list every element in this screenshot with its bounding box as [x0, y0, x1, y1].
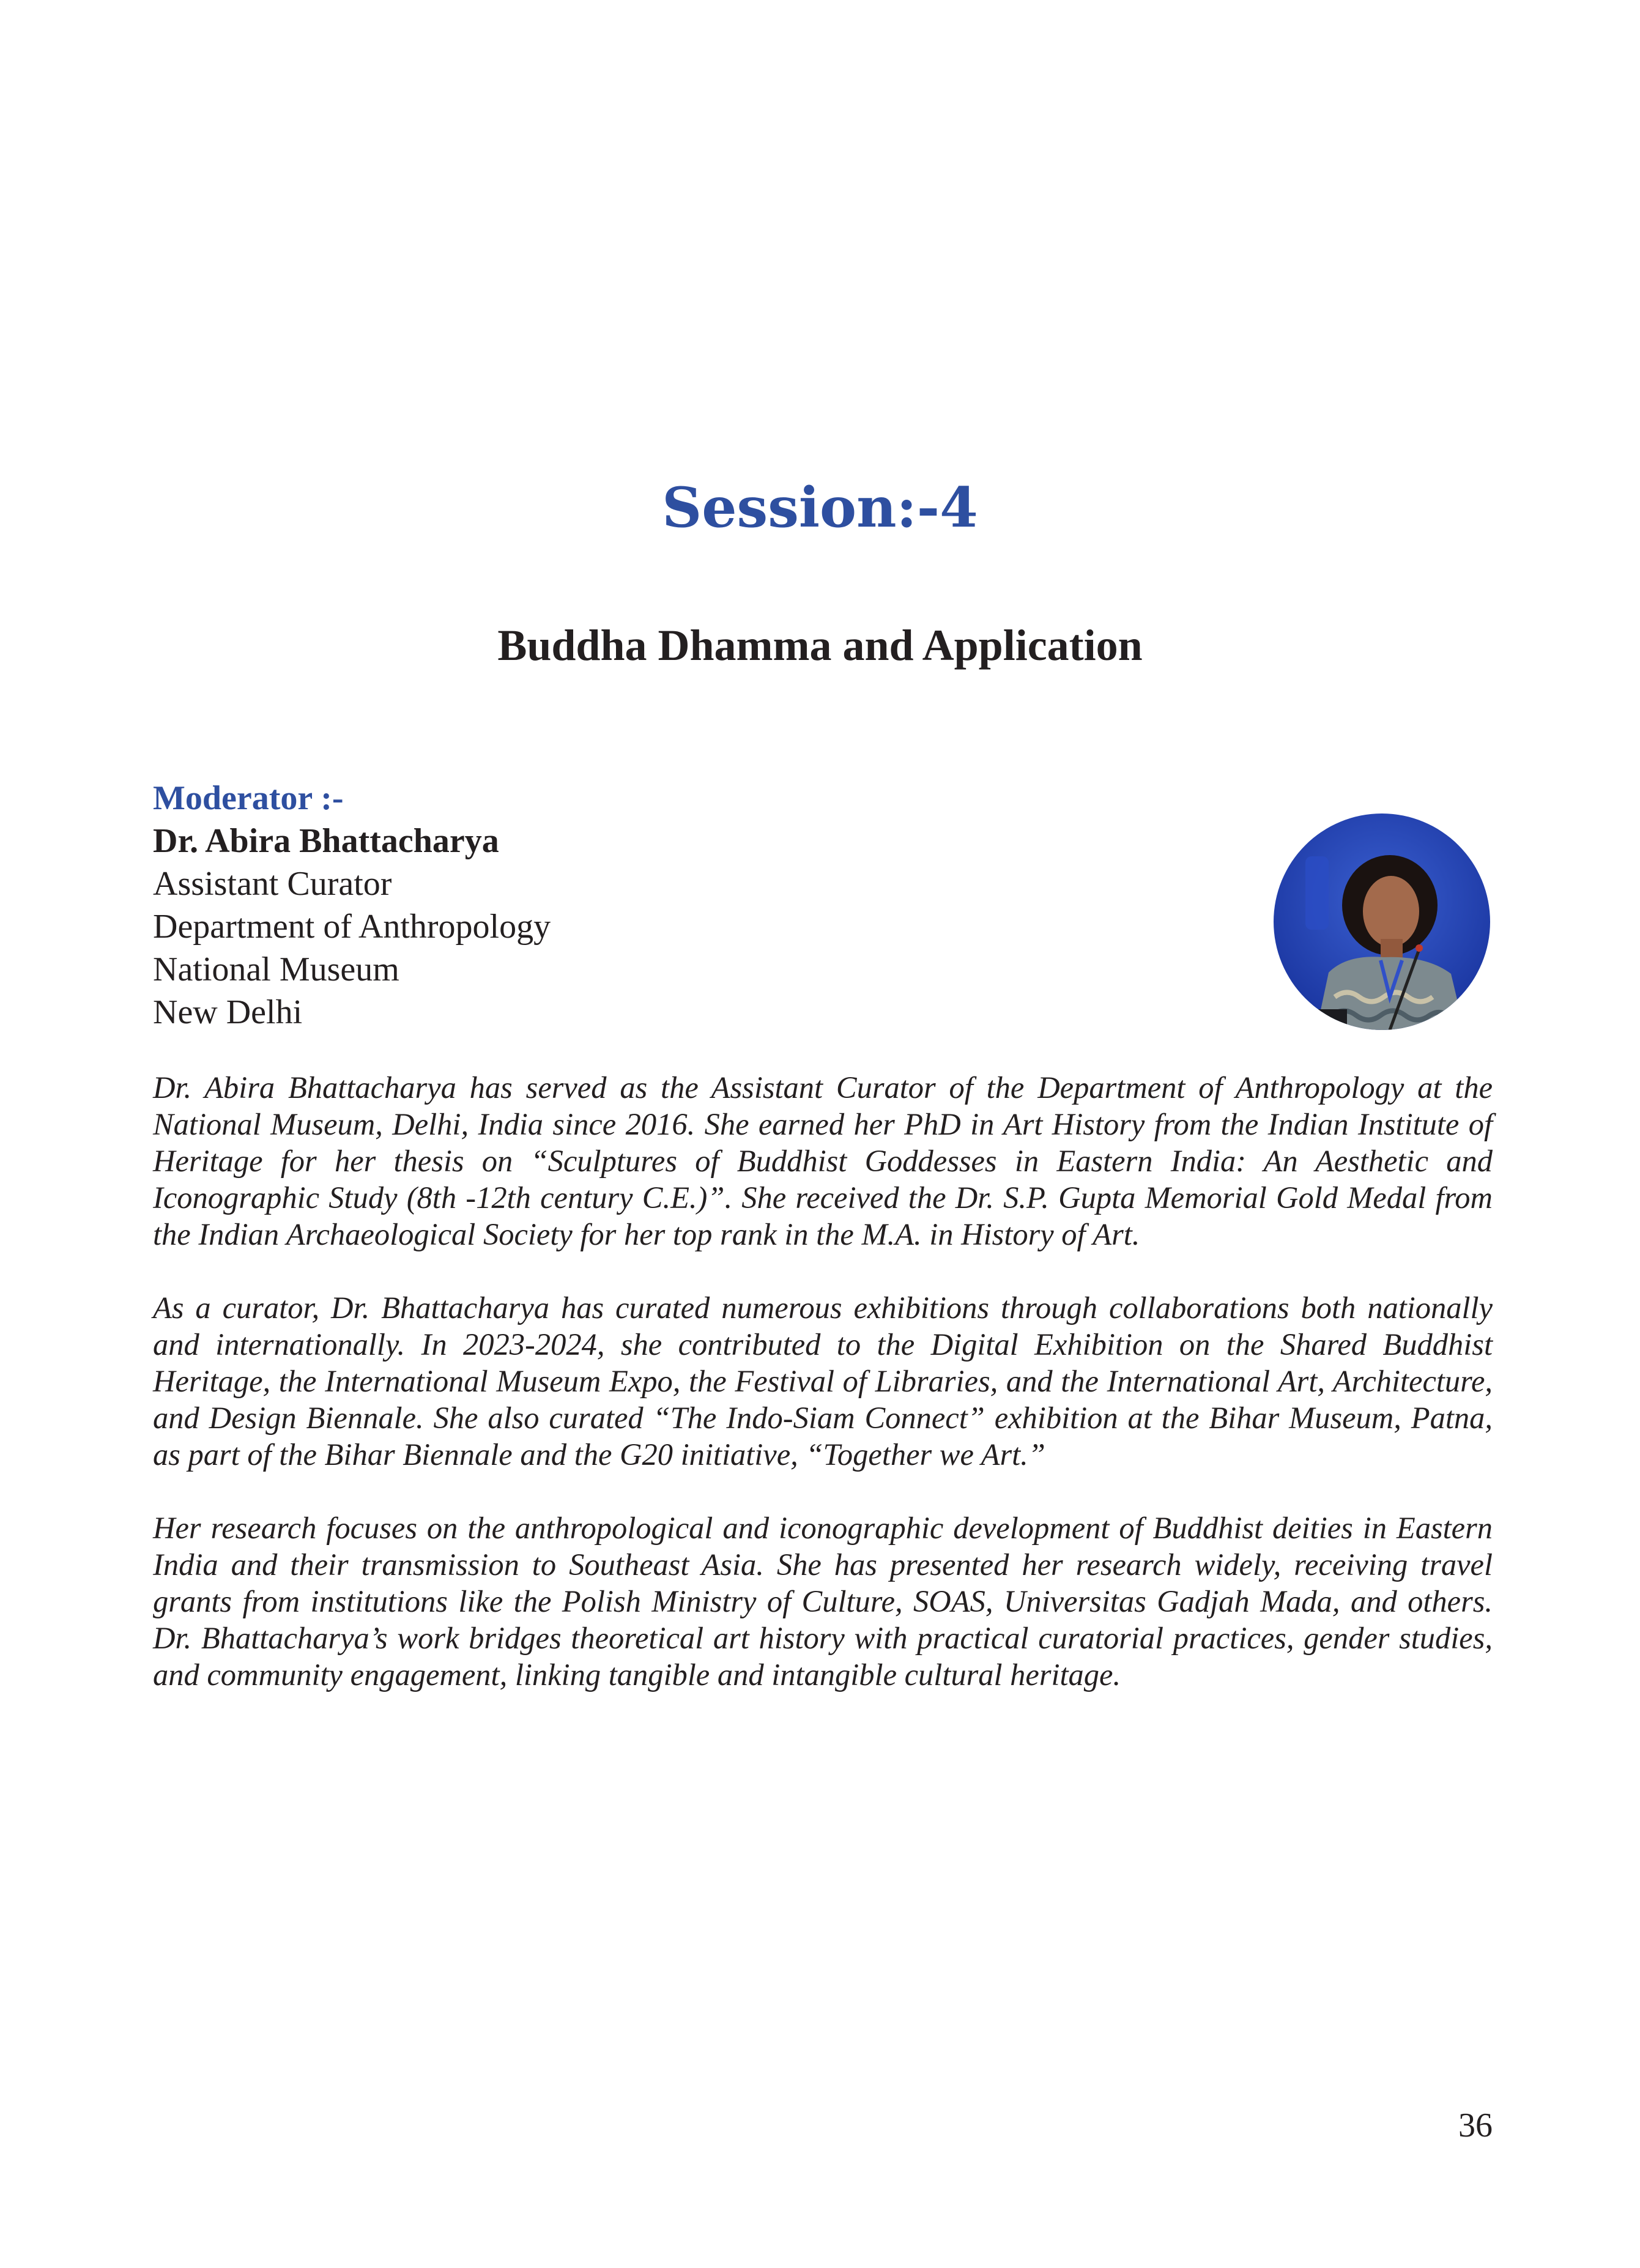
session-subtitle: Buddha Dhamma and Application [497, 621, 1143, 670]
moderator-city: New Delhi [153, 993, 303, 1031]
moderator-heading: Moderator :- [153, 779, 344, 817]
moderator-portrait [1274, 813, 1490, 1030]
moderator-block [153, 777, 1193, 1034]
moderator-name: Dr. Abira Bhattacharya [153, 822, 499, 860]
bio-paragraph: As a curator, Dr. Bhattacharya has curated numerous exhibitions through collaborations both nationally and internationally. In 2023-2024, she contributed to the Digital Exhibition on the Shared Buddhist Heritage, the International Museum Expo, the Festival of Libraries, and the International Art, Architecture, and Design Biennale. She also curated “The Indo-Siam Connect” exhibition at the Bihar Museum, Patna, as part of the Bihar Biennale and the G20 initiative, “Together we Art.” [153, 1291, 1493, 1472]
bio-paragraph: Her research focuses on the anthropological and iconographic development of Buddhist deities in Eastern India and their transmission to Southeast Asia. She has presented her research widely, receiving travel grants from institutions like the Polish Ministry of Culture, SOAS, Universitas Gadjah Mada, and others. Dr. Bhattacharya’s work bridges theoretical art history with practical curatorial practices, gender studies, and community engagement, linking tangible and intangible cultural heritage. [153, 1511, 1493, 1692]
moderator-institution: National Museum [153, 951, 399, 988]
portrait-illustration [1274, 813, 1490, 1030]
page-number: 36 [1458, 2107, 1493, 2144]
bio-paragraph: Dr. Abira Bhattacharya has served as the Assistant Curator of the Department of Anthropology at the National Museum, Delhi, India since 2016. She earned her PhD in Art History from the Indian Institute of Heritage for her thesis on “Sculptures of Buddhist Goddesses in Eastern India: An Aesthetic and Iconographic Study (8th -12th century C.E.)”. She received the Dr. S.P. Gupta Memorial Gold Medal from the Indian Archaeological Society for her top rank in the M.A. in History of Art. [153, 1070, 1493, 1251]
moderator-biography [153, 1069, 1493, 1730]
session-title: Session:-4 [662, 475, 978, 540]
moderator-role: Assistant Curator [153, 865, 392, 903]
moderator-department: Department of Anthropology [153, 908, 551, 946]
